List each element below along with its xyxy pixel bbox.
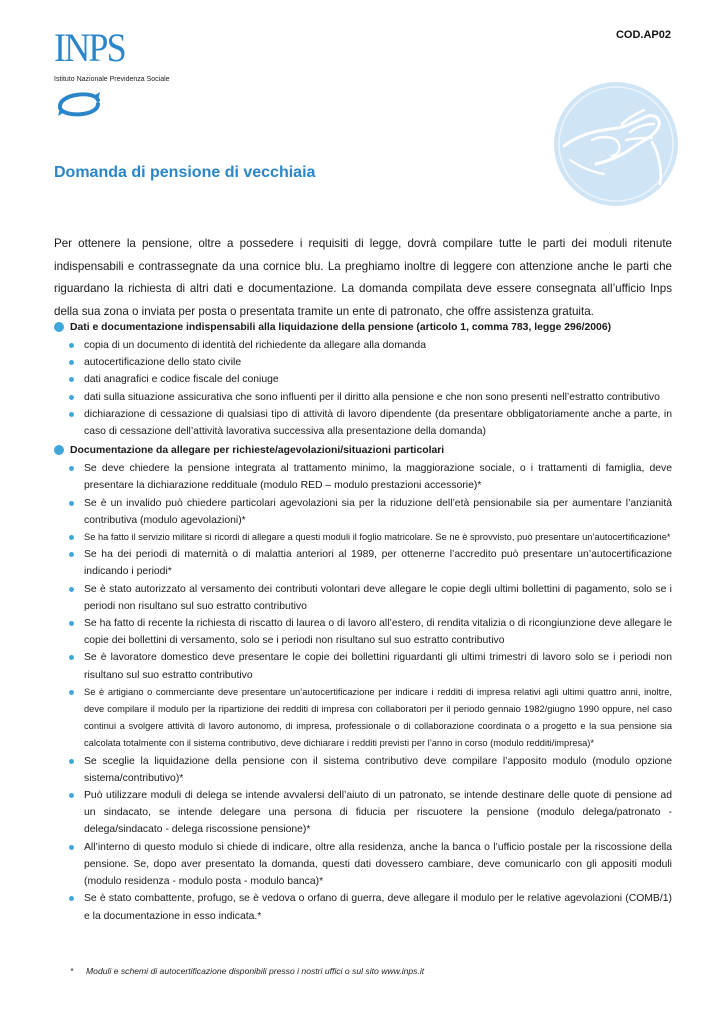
bullet-icon — [69, 552, 74, 557]
handshake-icon — [552, 80, 680, 208]
list-item-text: dichiarazione di cessazione di qualsiasi tipo di attività di lavoro dipendente (da presentare obbligatoriamente anche a parte, in caso di cessazione dell’attività lavorativa successiva alla presentazione della domanda) — [84, 408, 672, 438]
list-item — [54, 529, 672, 546]
section-heading-text: Dati e documentazione indispensabili alla liquidazione della pensione (articolo 1, comma 783, legge 296/2006) — [70, 322, 612, 333]
bullet-icon — [69, 466, 74, 471]
logo-subtitle: Istituto Nazionale Previdenza Sociale — [54, 76, 170, 83]
intro-paragraph: Per ottenere la pensione, oltre a possedere i requisiti di legge, dovrà compilare tutte le parti dei moduli ritenute indispensabili e contrassegnate da una cornice blu. La preghiamo inoltre di leggere con attenzione anche le parti che riguardano la richiesta di altri dati e documentazione. La domanda compilata deve essere consegnata all’ufficio Inps della sua zona o inviata per posta o presentata tramite un ente di patronato, che offre assistenza gratuita. — [54, 237, 672, 318]
logo-swirl-icon — [54, 88, 104, 120]
bullet-icon — [69, 535, 74, 540]
list-item — [54, 371, 672, 388]
bullet-icon — [69, 690, 74, 695]
bullet-icon — [69, 501, 74, 506]
list-item-text: Se è un invalido può chiedere particolari agevolazioni sia per la riduzione dell’età pensionabile sia per aumentare l’anzianità contributiva (modulo agevolazioni)* — [84, 497, 672, 526]
section-bullet-icon — [54, 322, 64, 332]
section-heading-text: Documentazione da allegare per richieste/agevolazioni/situazioni particolari — [70, 445, 445, 457]
list-item — [54, 546, 672, 580]
list-item-text: Se è lavoratore domestico deve presentare le copie dei bollettini riguardanti gli ultimi trimestri di lavoro solo se i periodi non risultano sul suo estratto contributivo — [84, 652, 672, 681]
bullet-icon — [69, 793, 74, 798]
list-item — [54, 615, 672, 649]
logo-wordmark: INPS — [54, 25, 125, 70]
bullet-icon — [69, 377, 74, 382]
footnote — [70, 966, 424, 976]
required-documents-list — [54, 337, 672, 440]
bullet-icon — [69, 896, 74, 901]
section-bullet-icon — [54, 445, 64, 455]
list-item — [54, 354, 672, 371]
section-heading-special — [54, 442, 672, 459]
list-item — [54, 406, 672, 440]
list-item-text: Se deve chiedere la pensione integrata al trattamento minimo, la maggiorazione sociale, o i trattamenti di famiglia, deve presentare la dichiarazione reddituale (modulo RED – modulo prestazioni accessorie)* — [84, 463, 672, 492]
list-item — [54, 495, 672, 529]
bullet-icon — [69, 343, 74, 348]
page-title: Domanda di pensione di vecchiaia — [54, 164, 316, 181]
list-item-text: Se ha fatto il servizio militare si ricordi di allegare a questi moduli il foglio matricolare. Se ne è sprovvisto, può presentare un’autocertificazione* — [84, 532, 671, 543]
list-item-text: copia di un documento di identità del richiedente da allegare alla domanda — [84, 340, 426, 351]
bullet-icon — [69, 360, 74, 365]
document-body — [54, 319, 672, 927]
document-code: COD.AP02 — [615, 29, 671, 41]
list-item — [54, 649, 672, 683]
footnote-mark: * — [70, 966, 74, 976]
bullet-icon — [69, 395, 74, 400]
special-documents-list — [54, 460, 672, 924]
list-item-text: Se è stato autorizzato al versamento dei contributi volontari deve allegare le copie degli ultimi bollettini di pagamento, solo se i periodi non risultano sul suo estratto contributivo — [84, 583, 672, 612]
footnote-text: Moduli e schemi di autocertificazione disponibili presso i nostri uffici o sul sito www.inps.it — [86, 966, 425, 976]
list-item-text: Se sceglie la liquidazione della pensione con il sistema contributivo deve compilare l’apposito modulo (modulo opzione sistema/contributivo)* — [84, 755, 672, 784]
list-item-text: Se ha dei periodi di maternità o di malattia anteriori al 1989, per ottenerne l’accredito può presentare un’autocertificazione indicando i periodi* — [84, 549, 672, 578]
list-item — [54, 839, 672, 891]
list-item-text: autocertificazione dello stato civile — [84, 357, 242, 369]
list-item-text: dati anagrafici e codice fiscale del coniuge — [84, 374, 279, 386]
bullet-icon — [69, 587, 74, 592]
list-item-text: All’interno di questo modulo si chiede di indicare, oltre alla residenza, anche la banca o l’ufficio postale per la riscossione della pensione. Se, dopo aver presentato la domanda, questi dati dovessero cambiare, deve comunicarlo con gli appositi moduli (modulo residenza - modulo posta - modulo banca)* — [84, 841, 672, 888]
list-item-text: Può utilizzare moduli di delega se intende avvalersi dell’aiuto di un patronato, se intende destinare delle quote di pensione ad un sindacato, se intende delegare una persona di fiducia per riscuotere la pensione (modulo delega/patronato - delega/sindacato - delega riscossione pensione)* — [84, 790, 672, 836]
list-item — [54, 581, 672, 615]
bullet-icon — [69, 412, 74, 417]
bullet-icon — [69, 845, 74, 850]
bullet-icon — [69, 759, 74, 764]
list-item-text: Se è stato combattente, profugo, se è vedova o orfano di guerra, deve allegare il modulo per le relative agevolazioni (COMB/1) e la documentazione in esso indicata.* — [84, 893, 672, 922]
list-item — [54, 684, 672, 753]
list-item — [54, 753, 672, 787]
inps-logo — [54, 25, 214, 120]
list-item-text: dati sulla situazione assicurativa che sono influenti per il diritto alla pensione e che non sono presenti nell’estratto contributivo — [84, 391, 660, 403]
list-item — [54, 460, 672, 494]
section-heading-required — [54, 319, 672, 336]
list-item-text: Se ha fatto di recente la richiesta di riscatto di laurea o di lavoro all’estero, di rendita vitalizia o di ricongiunzione deve allegare le copie dei bollettini di versamento, solo se i periodi non risultano sul suo estratto contributivo — [84, 618, 672, 647]
list-item — [54, 890, 672, 924]
bullet-icon — [69, 655, 74, 660]
list-item-text: Se è artigiano o commerciante deve presentare un’autocertificazione per indicare i redditi di impresa relativi agli ultimi quattro anni, inoltre, deve compilare il modulo per la ripartizione dei redditi di impresa con collaboratori per il periodo gennaio 1982/giugno 1990 oppure, nel caso continui a svolgere attività di lavoro autonomo, di impresa, professionale o di collaborazione coordinata o a progetto e la sua pensione sia calcolata totalmente con il sistema contributivo, deve dichiarare i redditi previsti per l’anno in corso (modulo redditi/impresa)* — [84, 686, 672, 749]
list-item — [54, 337, 672, 354]
bullet-icon — [69, 621, 74, 626]
list-item — [54, 787, 672, 839]
list-item — [54, 389, 672, 406]
